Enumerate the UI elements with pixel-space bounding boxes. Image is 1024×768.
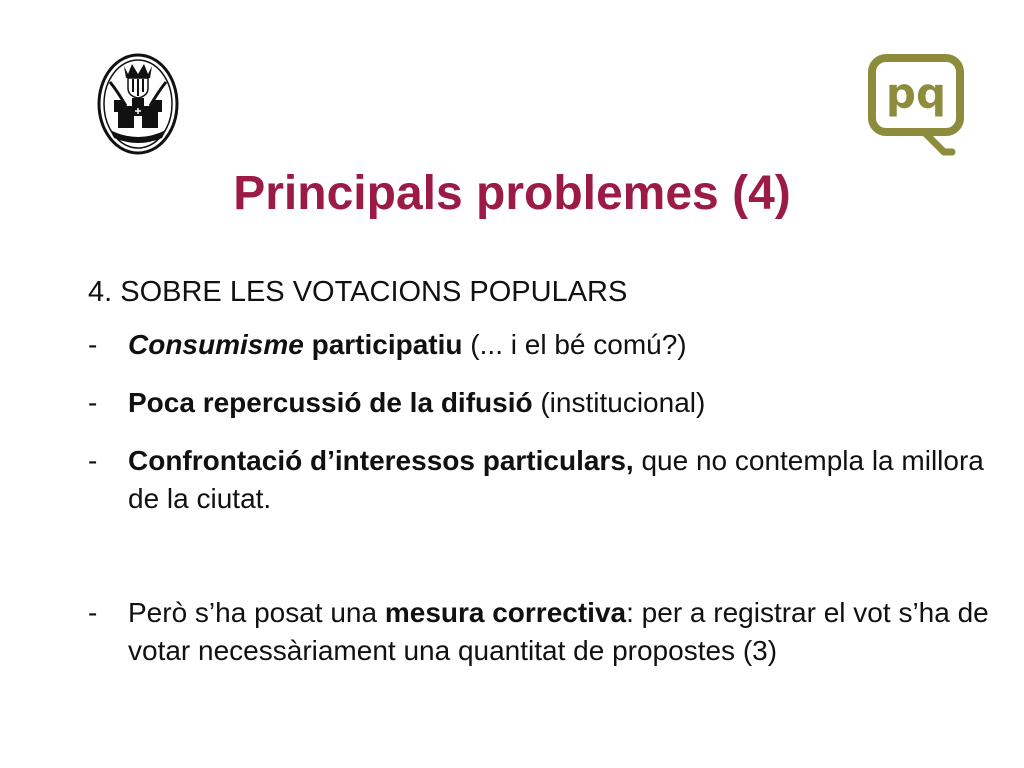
bullet-text-segment: Poca repercussió de la difusió: [128, 387, 533, 418]
bullet-text-segment: que no contempla la millora de la ciutat.: [128, 445, 984, 514]
bullet-text-segment: Confrontació d’interessos particulars,: [128, 445, 634, 476]
pq-logo-text: pq: [885, 69, 947, 118]
bullet-dash: -: [88, 445, 98, 476]
bullet-text-segment: participatiu: [303, 329, 463, 360]
bullet-text-segment: (... i el bé comú?): [462, 329, 687, 360]
bullet-text-segment: (institucional): [532, 387, 706, 418]
bullet-text-segment: Consumisme: [128, 329, 304, 360]
coat-of-arms-logo: [96, 52, 180, 156]
bullet-dash: -: [88, 597, 98, 628]
section-heading: 4. SOBRE LES VOTACIONS POPULARS: [88, 276, 628, 308]
bullet-item: [88, 384, 1008, 422]
bullet-text-segment: Però s’ha posat una: [128, 597, 385, 628]
pq-logo: [866, 52, 966, 158]
slide-content: [88, 272, 1008, 690]
bullet-text-segment: : per a registrar el vot s’ha de votar necessàriament una quantitat de propostes (3): [128, 597, 989, 666]
slide-title: Principals problemes (4): [233, 167, 791, 220]
bullet-dash: -: [88, 387, 98, 418]
bullet-item: [88, 594, 1008, 670]
bullet-text-segment: mesura correctiva: [384, 597, 627, 628]
bullet-item: [88, 326, 1008, 364]
bullet-item: [88, 442, 1008, 518]
bullet-dash: -: [88, 329, 98, 360]
